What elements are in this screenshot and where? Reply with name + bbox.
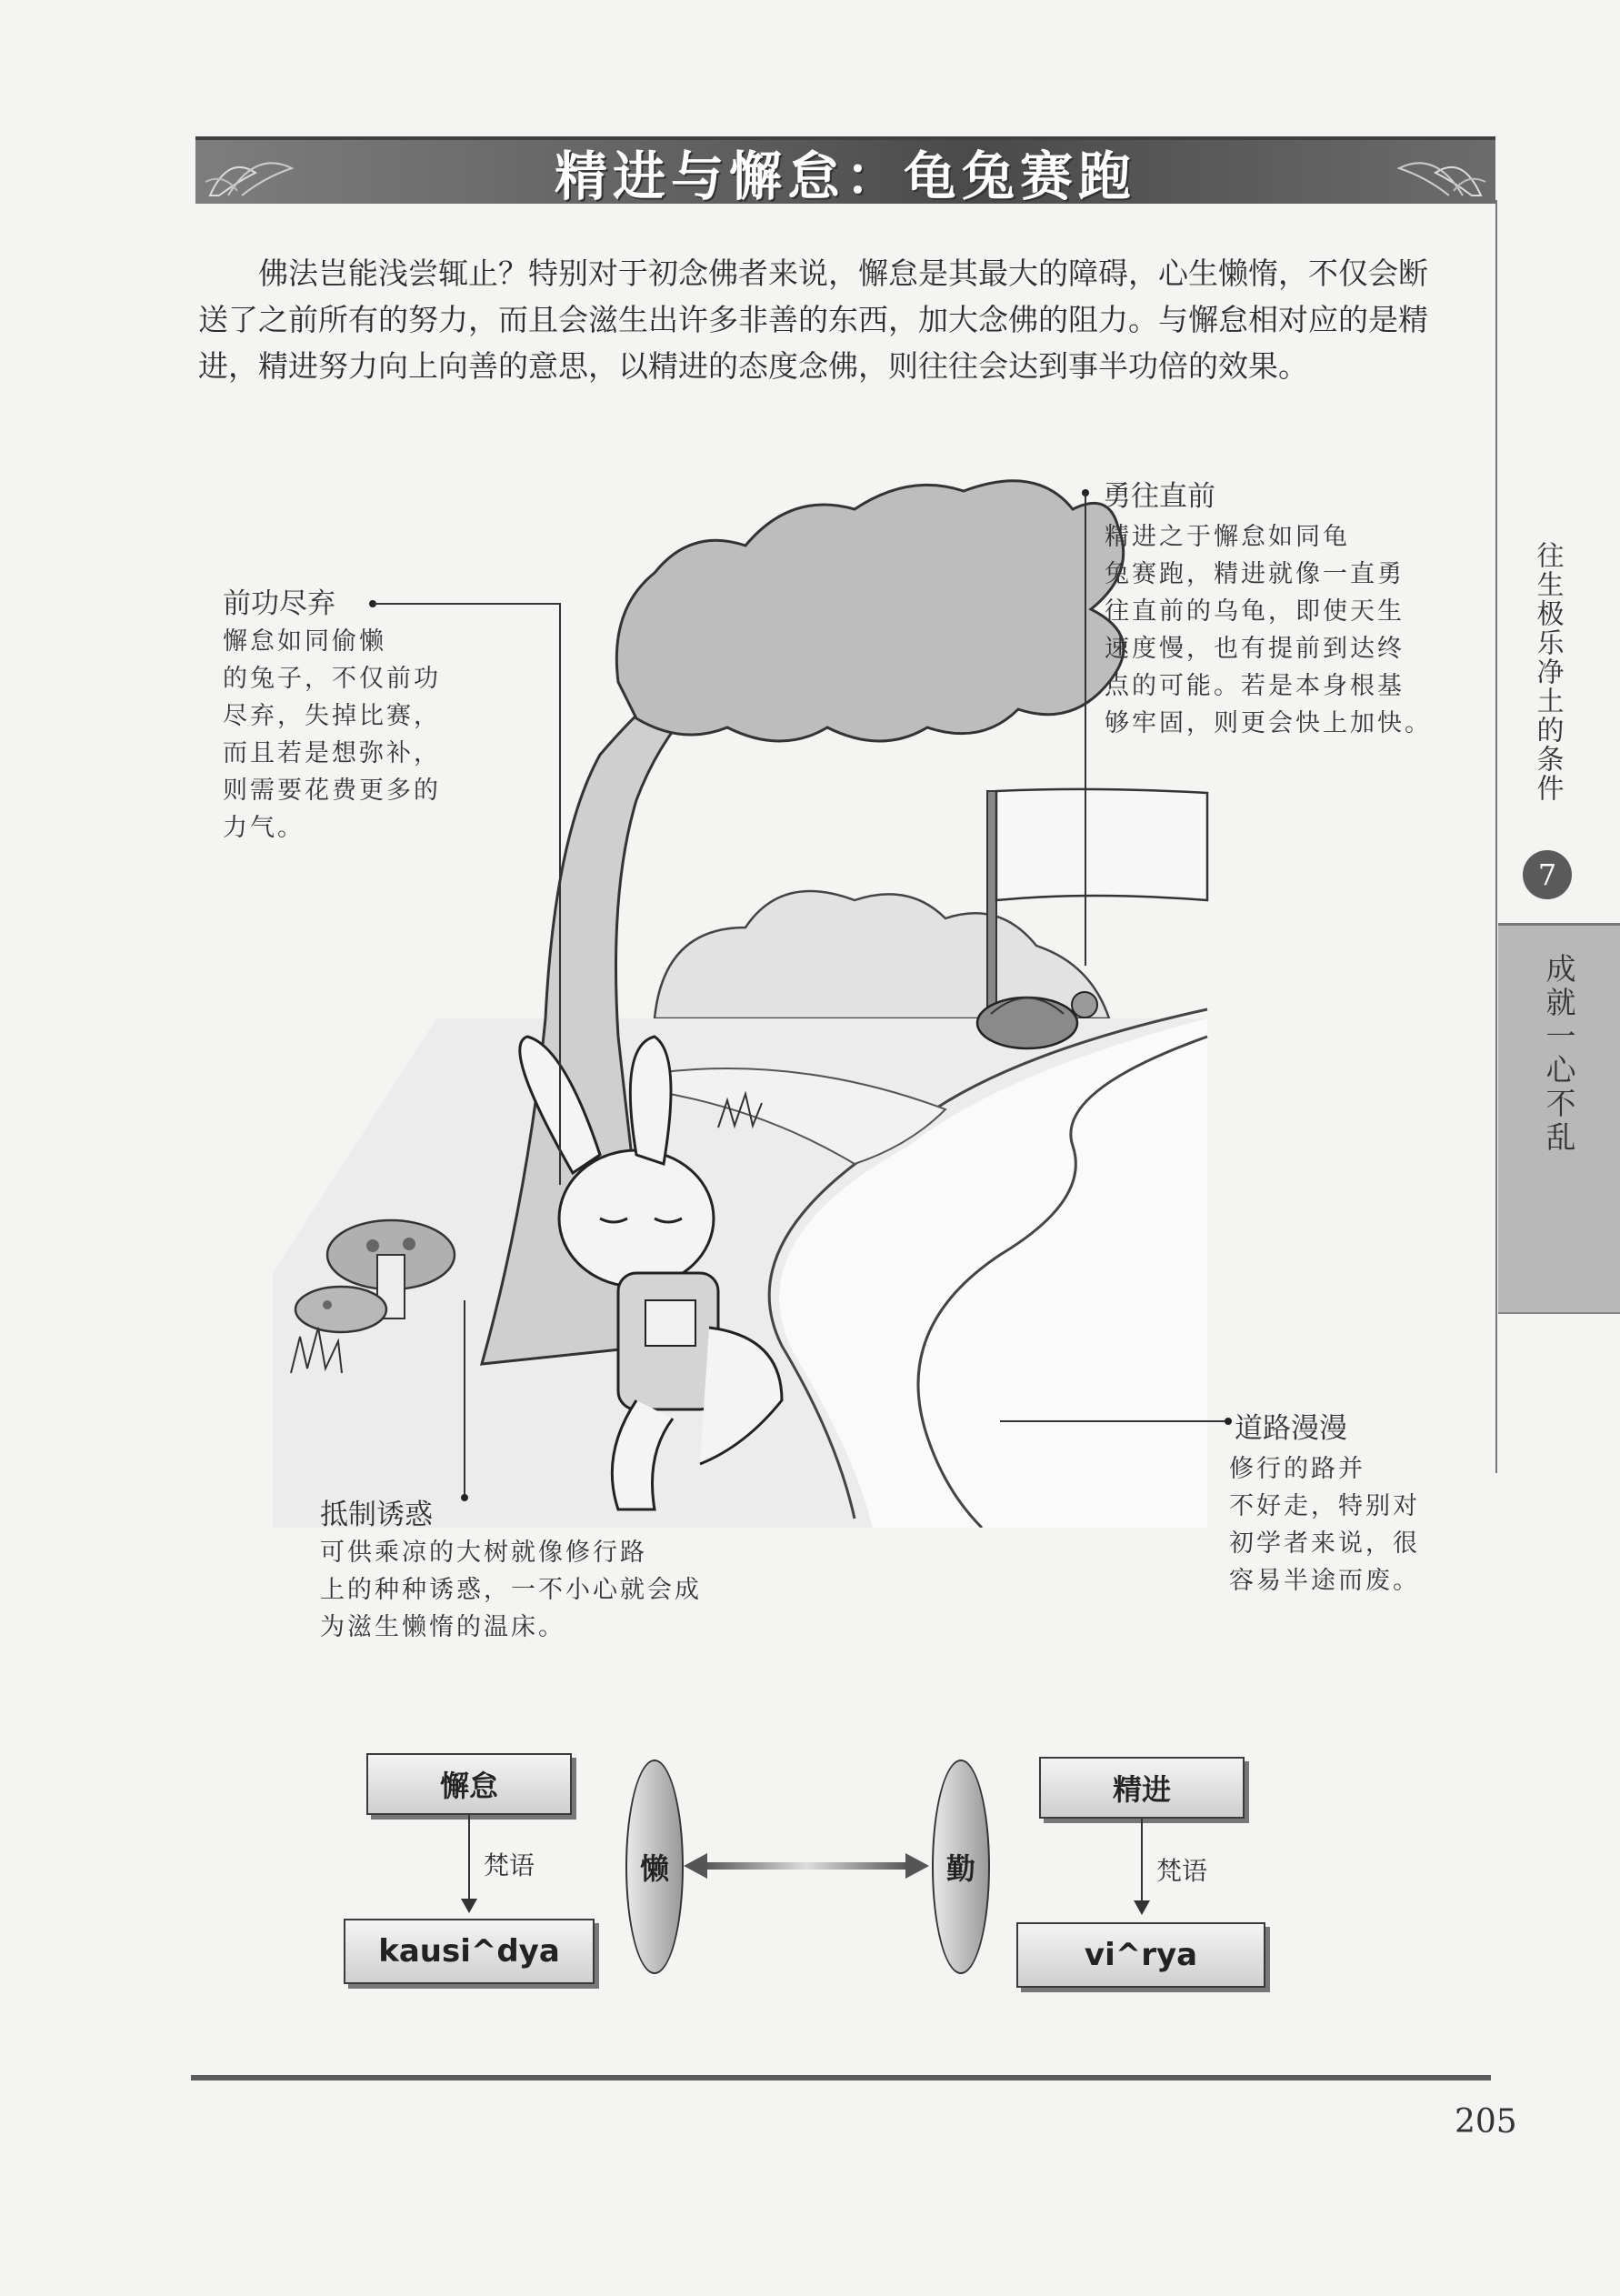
body-line: 懈怠如同偷懒: [223, 627, 386, 656]
callout-leader-line: [464, 1300, 465, 1496]
box-xiedai: 懈怠: [366, 1753, 572, 1815]
page-frame-right: [1495, 200, 1497, 1473]
body-line: 上的种种诱惑，一不小心就会成: [320, 1576, 702, 1604]
callout-leader-line: [559, 603, 561, 1185]
chapter-number-badge: 7: [1523, 850, 1572, 899]
body-line: 尽弃，失掉比赛，: [223, 702, 441, 730]
section-tab-label: [1498, 953, 1620, 1163]
body-line: 的兔子，不仅前功: [223, 665, 441, 693]
callout-body-yongwang: [1105, 518, 1473, 742]
label-fanyu-left: 梵语: [484, 1850, 535, 1880]
body-line: 初学者来说，很: [1229, 1529, 1420, 1558]
callout-marker: [461, 1494, 468, 1501]
callout-body-daolu: [1229, 1450, 1465, 1599]
oval-lan: 懒: [625, 1760, 684, 1974]
body-line: 够牢固，则更会快上加快。: [1105, 709, 1432, 737]
body-line: 力气。: [223, 814, 305, 842]
body-line: 而且若是想弥补，: [223, 739, 441, 767]
lotus-decoration-icon: [1381, 145, 1490, 198]
callout-title-dizhi: 抵制诱惑: [320, 1499, 433, 1531]
tortoise-hare-illustration: [273, 455, 1223, 1528]
intro-paragraph: [198, 250, 1453, 389]
body-line: 修行的路并: [1229, 1455, 1365, 1483]
box-virya: vi^rya: [1016, 1922, 1265, 1988]
body-line: 不好走，特别对: [1229, 1492, 1420, 1520]
title-banner: [195, 136, 1495, 207]
side-chapter-text: 往生极乐净土的条件: [1531, 541, 1564, 803]
page-title: 精进与懈怠：龟兔赛跑: [554, 145, 1136, 207]
intro-text: 佛法岂能浅尝辄止？特别对于初念佛者来说，懈怠是其最大的障碍，心生懒惰，不仅会断送了之前所有的努力，而且会滋生出许多非善的东西，加大念佛的阻力。与懈怠相对应的是精进，精进努力向上向善的意思，以精进的态度念佛，则往往会达到事半功倍的效果。: [198, 256, 1428, 384]
callout-title-qiangong: 前功尽弃: [223, 587, 335, 620]
callout-marker: [1225, 1418, 1232, 1425]
bottom-rule: [191, 2075, 1491, 2080]
callout-title-yongwang: 勇往直前: [1103, 480, 1215, 513]
body-line: 往直前的乌龟，即使天生: [1105, 597, 1405, 626]
arrow-line: [1141, 1818, 1143, 1904]
body-line: 速度慢，也有提前到达终: [1105, 635, 1405, 663]
callout-body-qiangong: [223, 623, 495, 847]
page-number: 205: [1455, 2103, 1517, 2141]
arrow-down-icon: [1134, 1900, 1150, 1917]
section-tab-text: 成就一心不乱: [1541, 953, 1577, 1155]
double-arrow-icon: [684, 1853, 929, 1879]
body-line: 为滋生懒惰的温床。: [320, 1613, 565, 1641]
callout-leader-line: [1000, 1420, 1227, 1422]
arrow-down-icon: [461, 1899, 477, 1915]
box-jingjin: 精进: [1039, 1757, 1245, 1819]
callout-title-daolu: 道路漫漫: [1235, 1412, 1347, 1445]
oval-qin: 勤: [932, 1760, 990, 1974]
callout-leader-line: [373, 603, 561, 605]
body-line: 可供乘凉的大树就像修行路: [320, 1539, 647, 1567]
lotus-decoration-icon: [201, 145, 310, 198]
body-line: 精进之于懈怠如同龟: [1105, 523, 1350, 551]
box-kausidya: kausi^dya: [344, 1919, 595, 1984]
body-line: 兔赛跑，精进就像一直勇: [1105, 560, 1405, 588]
body-line: 点的可能。若是本身根基: [1105, 672, 1405, 700]
label-fanyu-right: 梵语: [1156, 1856, 1208, 1886]
side-chapter-title: [1511, 541, 1584, 803]
body-line: 容易半途而废。: [1229, 1567, 1420, 1595]
section-tab: [1498, 923, 1620, 1314]
callout-leader-line: [1085, 493, 1086, 966]
arrow-line: [468, 1814, 470, 1903]
body-line: 则需要花费更多的: [223, 777, 441, 805]
callout-body-dizhi: [320, 1534, 765, 1646]
